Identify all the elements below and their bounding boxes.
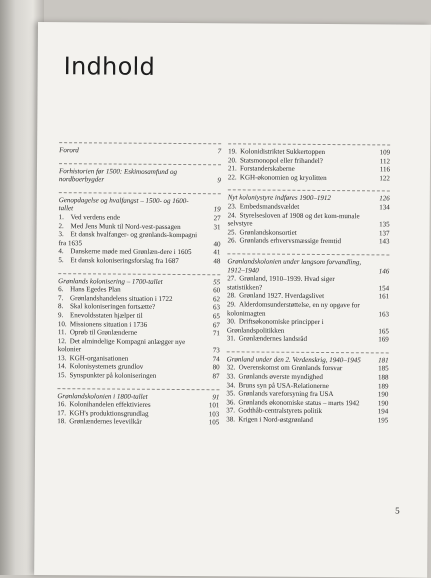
- toc-section-heading: [59, 167, 221, 185]
- toc-entry-page: 116: [379, 165, 391, 174]
- toc-entry-text: Krigen i Nord-østgrønland: [238, 415, 313, 424]
- toc-entry-number: 31.: [226, 334, 236, 343]
- toc-section-heading: [227, 257, 389, 275]
- toc-entry-page: 74: [212, 355, 220, 364]
- toc-entry-number: 19.: [228, 147, 237, 156]
- toc-entry-page: 137: [379, 229, 390, 238]
- toc-entry-number: 15.: [57, 371, 67, 380]
- toc-section: [58, 273, 221, 381]
- toc-entry-text: Synspunkter på koloniseringen: [69, 371, 157, 380]
- toc-entry-number: 34.: [226, 380, 236, 390]
- toc-entry-title: [58, 337, 206, 355]
- toc-entry-page: 161: [378, 292, 390, 301]
- toc-entry-page: 189: [377, 382, 389, 391]
- toc-entry-number: 7.: [58, 293, 64, 302]
- toc-entry-text: Danskerne møde med Grønlæn-dere i 1605: [70, 247, 192, 257]
- toc-section-heading: [59, 146, 221, 156]
- toc-entry-text: Grønlændernes landsråd: [238, 334, 308, 344]
- toc-entry-number: 21.: [227, 164, 237, 173]
- toc-entry-page: 194: [377, 407, 389, 416]
- toc-entry-title: [59, 146, 207, 156]
- toc-entry-number: 8.: [57, 302, 64, 311]
- toc-entry-page: 134: [379, 203, 390, 212]
- toc-section: [57, 388, 219, 428]
- toc-entry-page: 122: [379, 174, 390, 183]
- toc-entry-page: 165: [378, 327, 389, 336]
- toc-entry-page: 143: [378, 237, 390, 246]
- toc-entry-title: [227, 317, 375, 335]
- toc-entry-number: 32.: [226, 363, 236, 372]
- toc-entry-page: 109: [379, 148, 391, 157]
- toc-entry-text: Grønlandskonsortiet: [239, 228, 297, 237]
- toc-entry: [228, 211, 390, 229]
- toc-entry-text: Oprøb til Grønlænderne: [69, 328, 138, 337]
- toc-section-heading: [59, 196, 221, 214]
- toc-entry-number: 25.: [227, 228, 237, 237]
- toc-entry-page: 27: [213, 214, 221, 223]
- toc-entry-number: 24.: [227, 210, 237, 219]
- toc-entry-text: Skal koloniseringen fortsætte?: [69, 302, 156, 312]
- toc-entry-page: 62: [213, 294, 221, 303]
- toc-entry-number: 9.: [57, 311, 64, 320]
- toc-entry-text: Nyt koloniystyre indføres 1900–1912: [227, 193, 331, 203]
- toc-entry-number: 26.: [227, 236, 237, 245]
- toc-entry-number: 12.: [57, 336, 67, 345]
- toc-section: [59, 142, 221, 156]
- toc-entry-title: [59, 167, 207, 185]
- toc-entry-number: 16.: [57, 400, 67, 409]
- toc-entry-title: [227, 335, 375, 345]
- toc-entry-number: 18.: [57, 417, 66, 426]
- toc-entry-page: 67: [212, 320, 220, 329]
- toc-entry: [228, 173, 390, 183]
- toc-entry-number: 1.: [58, 213, 64, 222]
- toc-entry-number: 23.: [227, 202, 237, 211]
- toc-entry-number: 37.: [226, 406, 236, 415]
- toc-entry-text: Enevoldsstaten hjælper til: [69, 311, 143, 320]
- toc-entry: [58, 337, 220, 355]
- toc-entry-page: 135: [379, 220, 390, 229]
- toc-entry-text: Grønlandskolonien i 1800-tallet: [57, 391, 148, 401]
- toc-entry-text: Grønlands vareforsyning fra USA: [238, 389, 334, 399]
- toc-entry-number: 5.: [58, 256, 64, 265]
- toc-entry: [227, 300, 389, 318]
- toc-entry-page: 41: [213, 248, 221, 257]
- toc-entry-text: Bruns syn på USA-Relationerne: [238, 381, 329, 390]
- toc-entry-text: KGH-organisationen: [69, 354, 129, 363]
- toc-entry: [227, 335, 389, 345]
- toc-entry: [57, 418, 219, 428]
- toc-entry-number: 10.: [57, 319, 67, 328]
- toc-entry-page: 55: [213, 277, 221, 286]
- toc-entry-title: [227, 274, 375, 292]
- toc-entry-number: 4.: [58, 247, 64, 256]
- toc-entry-number: 11.: [57, 328, 67, 337]
- toc-entry-page: 112: [379, 156, 391, 166]
- toc-entry-page: 195: [377, 416, 389, 425]
- toc-entry-text: Godthåb-centralstyrets politik: [238, 406, 323, 416]
- toc-left-column: [57, 142, 221, 435]
- toc-entry-text: Driftsøkonomiske principper i Grønlandspolitikken: [226, 317, 324, 335]
- toc-entry-number: 20.: [228, 155, 237, 164]
- toc-entry-text: Grønland 1927. Hverdagslivet: [239, 291, 325, 301]
- toc-entry-text: Overenskomst om Grønlands forsvar: [238, 363, 343, 373]
- toc-entry-text: KGH-økonomien og kryolitten: [239, 173, 327, 182]
- toc-entry-text: Missionens situation i 1736: [69, 319, 148, 329]
- toc-entry-page: 185: [378, 364, 389, 373]
- toc-entry: [58, 371, 220, 381]
- toc-section: [227, 253, 390, 344]
- toc-entry-title: [58, 256, 206, 266]
- toc-entry-page: 71: [212, 329, 220, 338]
- toc-entry-page: 48: [213, 257, 221, 266]
- toc-entry-number: 17.: [57, 408, 67, 418]
- toc-entry-page: 73: [212, 346, 220, 355]
- toc-entry-number: 27.: [227, 274, 236, 283]
- toc-entry-number: 6.: [58, 285, 64, 294]
- toc-right-column: [226, 143, 390, 433]
- toc-entry-text: Genopdagelse og hvalfangst – 1500- og 1600-tallet: [58, 195, 189, 213]
- toc-entry-page: 190: [377, 399, 389, 408]
- toc-entry-text: Det almindelige Kompagni anlægger nye kolonier: [57, 336, 186, 354]
- toc-section: [227, 190, 389, 247]
- toc-entry-page: 163: [378, 309, 389, 318]
- toc-entry-page: 9: [217, 176, 221, 185]
- toc-entry-text: Grønlands økonomiske status – marts 1942: [238, 398, 360, 408]
- toc-entry-text: Grønland under den 2. Verdenskrig, 1940–1945: [226, 355, 361, 365]
- toc-entry-text: Grønlandskolonien under langsom forvandling, 1912–1940: [227, 257, 362, 275]
- toc-entry-page: 105: [208, 418, 220, 427]
- toc-entry-number: 13.: [57, 354, 67, 363]
- toc-entry-page: 188: [377, 373, 389, 382]
- toc-entry-page: 87: [212, 372, 220, 381]
- toc-entry-page: 63: [212, 303, 221, 312]
- toc-entry-text: Forord: [59, 146, 79, 155]
- toc-entry-page: 40: [213, 239, 221, 249]
- toc-section: [58, 192, 221, 266]
- toc-entry-page: 65: [212, 312, 220, 321]
- page-number: 5: [395, 505, 400, 516]
- toc-entry: [227, 237, 389, 247]
- toc-entry: [58, 230, 220, 248]
- toc-entry-page: 103: [208, 410, 220, 419]
- toc-entry-title: [228, 173, 376, 183]
- toc-entry-title: [58, 371, 206, 381]
- toc-entry-title: [57, 418, 205, 428]
- toc-entry-text: Grønlands erhvervsmæssige fremtid: [239, 236, 341, 246]
- toc-entry-text: Forstanderskaberne: [239, 164, 295, 173]
- toc-entry-text: Grønland, 1910–1939. Hvad siger statistikken?: [227, 274, 335, 292]
- toc-entry: [226, 415, 388, 425]
- toc-entry-text: Alderdomsunderstøttelse, en ny opgave for kolonimagten: [226, 300, 360, 318]
- toc-entry-page: 190: [377, 390, 389, 399]
- toc-entry-text: Grønlændernes levevilkår: [69, 417, 142, 427]
- toc-entry-text: Ved verdens ende: [70, 213, 121, 222]
- toc-entry-text: Med Jens Munk til Nord-vest-passagen: [70, 221, 181, 231]
- toc-section: [228, 143, 390, 183]
- toc-entry-text: Statsmonopol eller frihandel?: [240, 156, 323, 165]
- toc-entry-text: KGH's produktionsgrundlag: [69, 409, 149, 418]
- toc-entry-page: 154: [378, 284, 390, 293]
- toc-entry-title: [58, 230, 206, 248]
- toc-section: [59, 163, 221, 185]
- toc-entry-title: [59, 196, 207, 214]
- toc-entry: [58, 256, 220, 266]
- toc-entry-text: Kolonidistriktet Sukkertoppen: [240, 147, 326, 157]
- toc-entry-text: Embedsmandsvældet: [239, 202, 300, 211]
- toc-section: [226, 351, 389, 425]
- toc-entry-number: 33.: [226, 372, 236, 381]
- toc-entry-text: Et dansk hvalfanger- og grønlands-kompagni fra 1635: [58, 230, 198, 248]
- toc-entry-number: 36.: [226, 398, 236, 407]
- toc-entry-text: Hans Egedes Plan: [70, 285, 121, 294]
- toc-entry-text: Forhistorien før 1500: Eskimosamfund og nordboerbygder: [58, 166, 178, 184]
- toc-entry-text: Grønlands kolonisering – 1700-tallet: [58, 276, 163, 286]
- toc-entry-page: 181: [378, 356, 389, 365]
- toc-entry-number: 30.: [226, 317, 236, 326]
- toc-entry-text: Grønlands øverste myndighed: [238, 372, 323, 382]
- toc-entry-number: 22.: [227, 173, 237, 182]
- toc-entry-number: 14.: [57, 362, 67, 371]
- toc-entry-title: [227, 257, 375, 275]
- toc-entry-page: 19: [213, 205, 221, 214]
- toc-entry-page: 7: [217, 147, 222, 156]
- toc-entry-number: 29.: [227, 300, 236, 309]
- toc-entry-text: Kolonisystemets grundlov: [69, 362, 144, 372]
- toc-entry: [227, 274, 389, 292]
- toc-entry-text: Et dansk koloniseringsforslag fra 1687: [70, 256, 179, 265]
- toc-entry-number: 38.: [226, 415, 236, 424]
- toc-entry: [227, 317, 389, 335]
- toc-entry-page: 101: [208, 401, 220, 410]
- toc-entry-page: 31: [213, 222, 221, 231]
- toc-entry-title: [227, 237, 375, 247]
- toc-entry-title: [226, 415, 374, 425]
- toc-entry-text: Kolonihandelen effektivieres: [69, 400, 151, 410]
- toc-entry-number: 28.: [227, 291, 236, 300]
- toc-entry-number: 35.: [226, 389, 236, 398]
- toc-entry-page: 91: [212, 392, 220, 401]
- toc-entry-page: 169: [378, 335, 389, 344]
- toc-entry-page: 146: [378, 266, 390, 275]
- toc-entry-number: 3.: [58, 230, 64, 239]
- toc-entry-page: 80: [212, 363, 220, 372]
- page-title: Indhold: [63, 52, 156, 81]
- toc-entry-page: 126: [379, 194, 390, 203]
- toc-entry-number: 2.: [58, 221, 64, 230]
- toc-entry-page: 60: [213, 286, 221, 295]
- toc-entry-title: [228, 211, 376, 229]
- toc-entry-title: [227, 300, 375, 318]
- toc-entry-text: Styrelsesloven af 1908 og det kom-munale selvstyre: [227, 210, 360, 228]
- toc-entry-text: Grønlandshandelens situation i 1722: [70, 293, 173, 303]
- book-page: [34, 22, 431, 578]
